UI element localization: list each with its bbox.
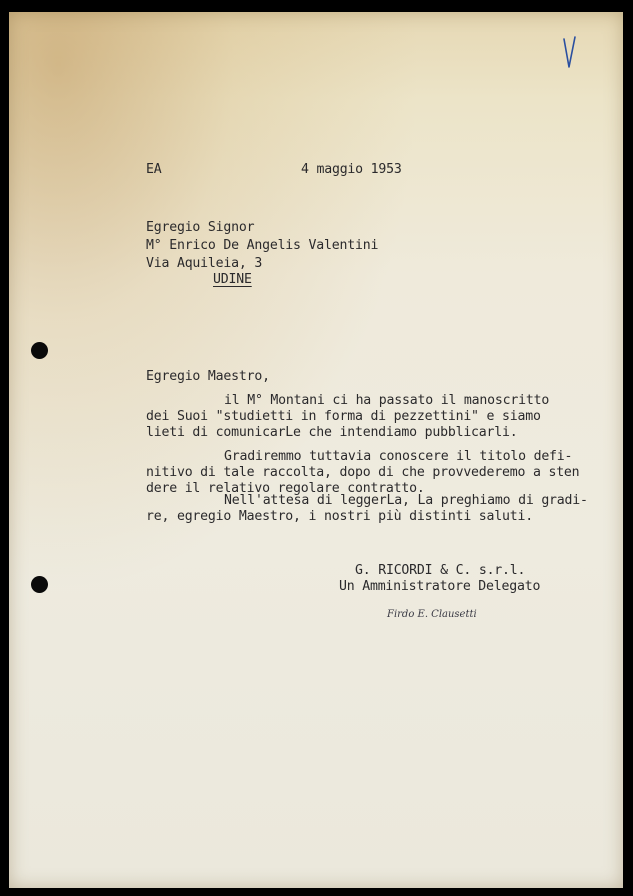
punch-hole-top <box>31 342 48 359</box>
sender-initials: EA <box>146 162 162 177</box>
paragraph-1-line-1: il M° Montani ci ha passato il manoscritto <box>224 393 550 408</box>
signatory-title: Un Amministratore Delegato <box>339 579 541 594</box>
greeting: Egregio Maestro, <box>146 369 270 384</box>
paragraph-2-line-2: nitivo di tale raccolta, dopo di che provvederemo a sten <box>146 465 580 480</box>
paragraph-3-line-2: re, egregio Maestro, i nostri più distinti saluti. <box>146 509 533 524</box>
paragraph-2-line-3: dere il relativo regolare contratto. <box>146 481 425 496</box>
recipient-city: UDINE <box>213 272 252 287</box>
letter-page <box>9 12 623 888</box>
company-name: G. RICORDI & C. s.r.l. <box>355 563 526 578</box>
paragraph-1-line-3: lieti di comunicarLe che intendiamo pubblicarli. <box>146 425 518 440</box>
paragraph-2-line-1: Gradiremmo tuttavia conoscere il titolo defi- <box>224 449 573 464</box>
punch-hole-bottom <box>31 576 48 593</box>
recipient-name: M° Enrico De Angelis Valentini <box>146 238 379 253</box>
paragraph-1-line-2: dei Suoi "studietti in forma di pezzettini" e siamo <box>146 409 541 424</box>
checkmark-icon <box>562 35 578 71</box>
recipient-street: Via Aquileia, 3 <box>146 256 263 271</box>
paragraph-3-line-1: Nell'attesa di leggerLa, La preghiamo di gradi- <box>224 493 588 508</box>
signature-text: Firdo E. Clausetti <box>387 609 477 620</box>
recipient-salutation: Egregio Signor <box>146 220 255 235</box>
letter-date: 4 maggio 1953 <box>301 162 402 177</box>
